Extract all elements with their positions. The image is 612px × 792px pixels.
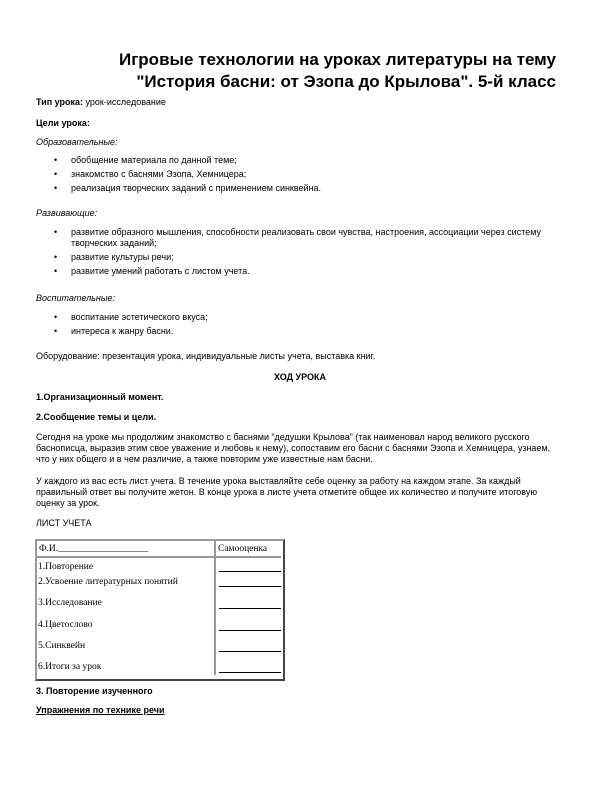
score-field[interactable] <box>219 570 281 572</box>
list-item: • обобщение материала по данной теме; <box>54 155 237 165</box>
list-item: • развитие культуры речи; <box>54 252 174 262</box>
table-divider <box>214 541 216 675</box>
lesson-type <box>36 97 564 108</box>
list-item: • развитие образного мышления, способности реализовать свои чувства, настроения, ассоциации через систему творческих заданий; <box>54 227 542 248</box>
table-row: 5.Синквейн <box>38 641 86 651</box>
educational-list <box>36 155 564 197</box>
lesson-type-value: урок-исследование <box>83 97 166 107</box>
title-line-2: "История басни: от Эзопа до Крылова". 5-й класс <box>136 72 556 91</box>
title-line-1: Игровые технологии на уроках литературы на тему <box>119 50 556 69</box>
list-item: • развитие умений работать с листом учета. <box>54 266 250 276</box>
list-item: • интереса к жанру басни. <box>54 326 174 336</box>
educational-heading: Образовательные: <box>36 137 118 147</box>
exercises-heading: Упражнения по технике речи <box>36 705 165 715</box>
sheet-paragraph: У каждого из вас есть лист учета. В течение урока выставляйте себе оценку за работу на каждом этапе. За каждый правильный ответ вы получите жетон. В конце урока в листе учета отметите общее их количество и получите итоговую оценку за урок. <box>36 476 538 508</box>
developing-list <box>36 227 564 280</box>
equipment-text: Оборудование: презентация урока, индивидуальные листы учета, выставка книг. <box>36 351 376 361</box>
list-item: • реализация творческих заданий с применением синквейна. <box>54 183 322 193</box>
score-field[interactable] <box>219 585 281 587</box>
table-row: 3.Исследование <box>38 598 102 608</box>
intro-paragraph: Сегодня на уроке мы продолжим знакомство с баснями “дедушки Крылова” (так наименовал народ великого русского баснописца, выразив этим свое уважение и любовь к нему), сопоставим его басни с баснями Эзопа и Хемницера, узнаем, что у них общего и в чем различие, а также повторим уже известные нам басни. <box>36 432 551 464</box>
step-3-heading: 3. Повторение изученного <box>36 686 153 696</box>
score-field[interactable] <box>219 607 281 609</box>
bullet-icon: • <box>54 326 58 336</box>
score-field[interactable] <box>219 629 281 631</box>
page-title <box>30 49 556 93</box>
upbringing-heading: Воспитательные: <box>36 293 115 303</box>
score-field[interactable] <box>219 650 281 652</box>
bullet-icon: • <box>54 227 58 237</box>
bullet-icon: • <box>54 312 58 322</box>
table-row: 2.Усвоение литературных понятий <box>38 577 178 587</box>
course-heading: ХОД УРОКА <box>273 372 327 382</box>
bullet-icon: • <box>54 252 58 262</box>
lesson-type-label: Тип урока: <box>36 97 84 107</box>
goals-heading: Цели урока: <box>36 118 90 128</box>
sheet-label: ЛИСТ УЧЕТА <box>36 518 92 528</box>
developing-heading: Развивающие: <box>36 208 98 218</box>
score-sheet-table <box>35 539 285 681</box>
table-header-score: Самооценка <box>218 544 268 554</box>
score-field[interactable] <box>219 671 281 673</box>
bullet-icon: • <box>54 266 58 276</box>
step-2-heading: 2.Сообщение темы и цели. <box>36 412 157 422</box>
upbringing-list <box>36 312 564 340</box>
bullet-icon: • <box>54 169 58 179</box>
bullet-icon: • <box>54 183 58 193</box>
list-item: • знакомство с баснями Эзопа, Хемницера; <box>54 169 247 179</box>
table-header-rule <box>37 556 281 558</box>
table-row: 6.Итоги за урок <box>38 662 102 672</box>
table-row: 1.Повторение <box>38 562 94 572</box>
list-item: • воспитание эстетического вкуса; <box>54 312 208 322</box>
step-1-heading: 1.Организационный момент. <box>36 392 164 402</box>
table-header-name: Ф.И.___________________ <box>39 544 149 554</box>
bullet-icon: • <box>54 155 58 165</box>
table-row: 4.Цветослово <box>38 620 93 630</box>
